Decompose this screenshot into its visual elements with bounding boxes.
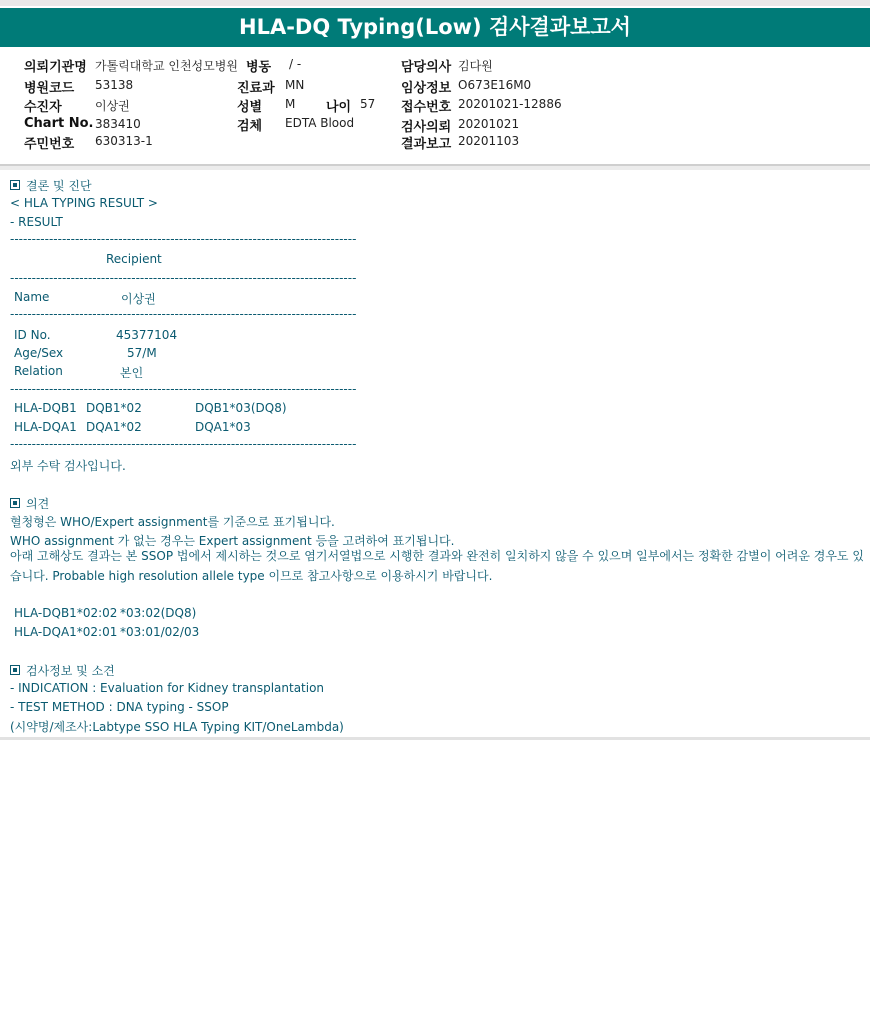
hr-dqb1-value: *03:02(DQ8)	[120, 606, 197, 620]
dqb1-allele-1: DQB1*02	[86, 401, 142, 415]
report-date-value: 20201103	[458, 134, 520, 148]
dash-line: --------------------------------------------------------------------------------	[10, 271, 357, 285]
dash-line: --------------------------------------------------------------------------------	[10, 232, 357, 246]
rrn-value: 630313-1	[95, 134, 153, 148]
doctor-label: 담당의사	[401, 60, 452, 75]
section-box-icon	[10, 498, 20, 508]
patient-value: 이상권	[95, 99, 130, 113]
report-date-label: 결과보고	[401, 137, 452, 152]
dqb1-label: HLA-DQB1	[14, 401, 77, 415]
top-border	[0, 0, 870, 6]
ward-value: / -	[289, 57, 302, 71]
age-sex-label: Age/Sex	[14, 346, 64, 360]
external-test-note: 외부 수탁 검사입니다.	[10, 459, 126, 473]
age-sex-value: 57/M	[127, 346, 157, 360]
section-box-icon	[10, 180, 20, 190]
hr-dqa1-label: HLA-DQA1*02:01	[14, 625, 118, 639]
receipt-label: 접수번호	[401, 100, 452, 115]
dash-line: --------------------------------------------------------------------------------	[10, 307, 357, 321]
specimen-value: EDTA Blood	[285, 116, 355, 130]
patient-label: 수진자	[24, 100, 62, 115]
clinical-label: 임상정보	[401, 81, 452, 96]
indication-line: - INDICATION : Evaluation for Kidney transplantation	[10, 681, 325, 695]
opinion-p2: WHO assignment 가 없는 경우는 Expert assignment 등을 고려하여 표기됩니다.	[10, 534, 455, 548]
sex-value: M	[285, 97, 296, 111]
sex-label: 성별	[237, 100, 263, 115]
section-box-icon	[10, 665, 20, 675]
receipt-value: 20201021-12886	[458, 97, 562, 111]
hr-dqb1-label: HLA-DQB1*02:02	[14, 606, 118, 620]
specimen-label: 검체	[237, 119, 263, 134]
dqb1-allele-2: DQB1*03(DQ8)	[195, 401, 287, 415]
recipient-header: Recipient	[106, 252, 162, 266]
age-value: 57	[360, 97, 376, 111]
age-label: 나이	[326, 100, 352, 115]
name-label: Name	[14, 290, 50, 304]
clinical-value: O673E16M0	[458, 78, 532, 92]
institution-value: 가톨릭대학교 인천성모병원	[95, 59, 238, 73]
chart-value: 383410	[95, 117, 141, 131]
rrn-label: 주민번호	[24, 137, 75, 152]
id-value: 45377104	[116, 328, 178, 342]
request-value: 20201021	[458, 117, 520, 131]
typing-result-title: < HLA TYPING RESULT >	[10, 196, 158, 210]
dqa1-allele-1: DQA1*02	[86, 420, 142, 434]
opinion-p1: 혈청형은 WHO/Expert assignment를 기준으로 표기됩니다.	[10, 515, 335, 529]
reagent-line: (시약명/제조사:Labtype SSO HLA Typing KIT/OneLambda)	[10, 720, 344, 734]
hr-dqa1-value: *03:01/02/03	[120, 625, 200, 639]
section-divider	[0, 166, 870, 170]
relation-label: Relation	[14, 364, 63, 378]
dqa1-label: HLA-DQA1	[14, 420, 77, 434]
dept-label: 진료과	[237, 81, 275, 96]
patient-info-panel	[0, 48, 870, 166]
dqa1-allele-2: DQA1*03	[195, 420, 251, 434]
hospital-code-label: 병원코드	[24, 81, 75, 96]
hospital-code-value: 53138	[95, 78, 134, 92]
opinion-p3: 아래 고해상도 결과는 본 SSOP 법에서 제시하는 것으로 염기서열법으로 시행한 결과와 완전히 일치하지 않을 수 있으며 일부에서는 정확한 감별이 어려운 경우도 있습니다. Probable high resolution allele type 이므로 참고사항으로 이용하시기 바랍니다.	[10, 549, 864, 583]
result-label: - RESULT	[10, 215, 63, 229]
relation-value: 본인	[120, 366, 144, 380]
ward-label: 병동	[246, 60, 272, 75]
dept-value: MN	[285, 78, 305, 92]
report-title: HLA-DQ Typing(Low) 검사결과보고서	[0, 8, 870, 47]
conclusion-heading: 결론 및 진단	[10, 177, 92, 194]
testinfo-heading: 검사정보 및 소견	[10, 662, 115, 679]
chart-label: Chart No.	[24, 116, 94, 131]
name-value: 이상권	[121, 292, 156, 306]
request-label: 검사의뢰	[401, 120, 452, 135]
test-method-line: - TEST METHOD : DNA typing - SSOP	[10, 700, 229, 714]
opinion-heading: 의견	[10, 495, 49, 512]
dash-line: --------------------------------------------------------------------------------	[10, 437, 357, 451]
id-label: ID No.	[14, 328, 51, 342]
bottom-border	[0, 737, 870, 740]
institution-label: 의뢰기관명	[24, 60, 87, 75]
dash-line: --------------------------------------------------------------------------------	[10, 382, 357, 396]
doctor-value: 김다원	[458, 59, 493, 73]
